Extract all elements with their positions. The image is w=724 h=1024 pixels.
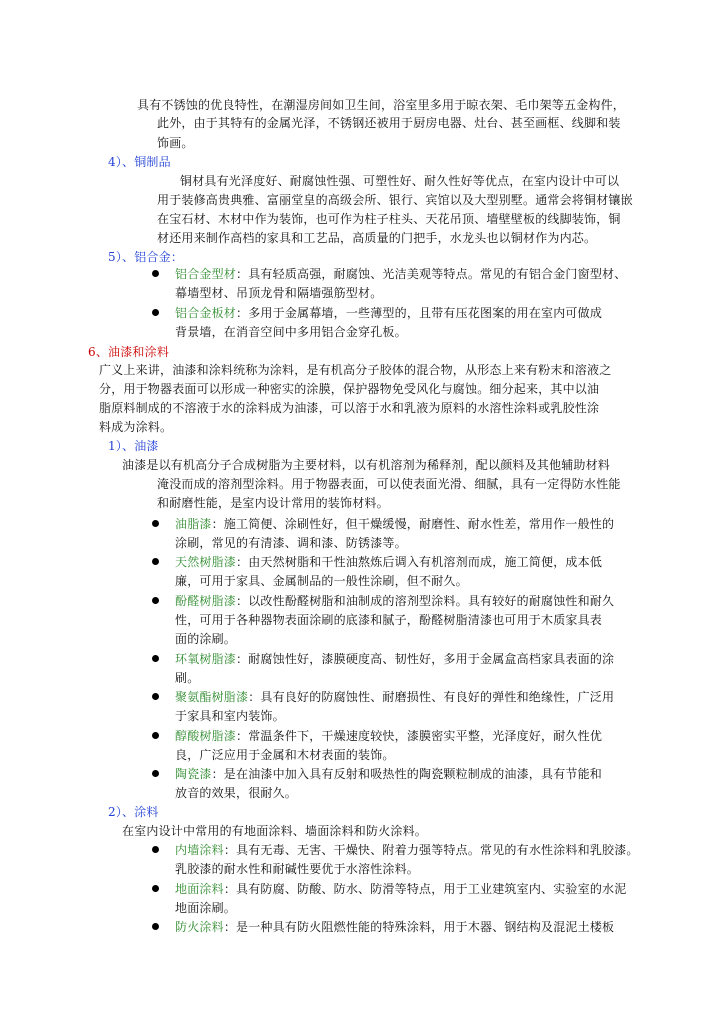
- paragraph-line: 具有不锈蚀的优良特性，在潮湿房间如卫生间，浴室里多用于晾衣架、毛巾架等五金构件，: [137, 98, 626, 112]
- term-desc: ：由天然树脂和干性油熬炼后调入有机溶剂而成，施工简便，成本低: [236, 555, 603, 569]
- term-label: 地面涂料: [175, 882, 224, 896]
- paragraph-line: 饰画。: [157, 136, 194, 150]
- term-desc: ：是一种具有防火阻燃性能的特殊涂料，用于木器、钢结构及混泥土楼板: [223, 920, 615, 934]
- subsection-heading-lacquer: 1）、油漆: [108, 439, 159, 453]
- term-label: 环氧树脂漆: [175, 652, 237, 666]
- term-desc: ：常温条件下，干燥速度较快，漆膜密实平整，光泽度好，耐久性优: [236, 729, 603, 743]
- list-item-cont: 于家具和室内装饰。: [175, 709, 285, 723]
- term-label: 油脂漆: [175, 517, 212, 531]
- list-item-cont: 幕墙型材、吊顶龙骨和隔墙强筋型材。: [175, 286, 383, 300]
- list-item: [175, 919, 614, 935]
- list-item-cont: 背景墙，在消音空间中多用铝合金穿孔板。: [175, 325, 407, 339]
- term-label: 聚氨酯树脂漆: [175, 690, 249, 704]
- section-heading-aluminum: 5）、铝合金：: [108, 250, 184, 264]
- paragraph-line: 此外，由于其特有的金属光泽，不锈钢还被用于厨房电器、灶台、甚至画框、线脚和装: [157, 116, 621, 130]
- list-item: [175, 728, 602, 744]
- paragraph-line: 油漆是以有机高分子合成树脂为主要材料，以有机溶剂为稀释剂，配以颜料及其他辅助材料: [122, 458, 611, 472]
- paragraph-line: 用于装修高贵典雅、富丽堂皇的高级会所、银行、宾馆以及大型别墅。通常会将铜材镶嵌: [157, 193, 633, 207]
- list-item: [175, 516, 614, 532]
- list-item-cont: 涂刷，常见的有清漆、调和漆、防锈漆等。: [175, 536, 407, 550]
- paragraph-line: 脂原料制成的不溶液于水的涂料成为油漆，可以溶于水和乳液为原料的水溶性涂料或乳胶性涂: [99, 401, 600, 415]
- list-item-cont: 面的涂刷。: [175, 632, 237, 646]
- term-label: 内墙涂料: [175, 843, 224, 857]
- bullet-icon: [152, 693, 159, 700]
- list-item-cont: 刷。: [175, 671, 200, 685]
- term-desc: ：具有无毒、无害、干燥快、附着力强等特点。常见的有水性涂料和乳胶漆。: [223, 843, 639, 857]
- paragraph-line: 广义上来讲，油漆和涂料统称为涂料，是有机高分子胶体的混合物，从形态上来有粉末和溶液之: [99, 363, 612, 377]
- term-label: 酚醛树脂漆: [175, 594, 237, 608]
- term-label: 铝合金板材: [175, 306, 237, 320]
- list-item: [175, 554, 602, 570]
- list-item: [175, 842, 639, 858]
- bullet-icon: [152, 770, 159, 777]
- list-item-cont: 良，广泛应用于金属和木材表面的装饰。: [175, 748, 395, 762]
- bullet-icon: [152, 270, 159, 277]
- term-label: 醇酸树脂漆: [175, 729, 237, 743]
- paragraph-line: 分，用于物器表面可以形成一种密实的涂膜，保护器物免受风化与腐蚀。细分起来，其中以油: [99, 382, 600, 396]
- bullet-icon: [152, 597, 159, 604]
- term-desc: ：具有防腐、防酸、防水、防滑等特点，用于工业建筑室内、实验室的水泥: [223, 882, 627, 896]
- list-item: [175, 593, 614, 609]
- list-item: [175, 651, 614, 667]
- bullet-icon: [152, 885, 159, 892]
- bullet-icon: [152, 309, 159, 316]
- bullet-icon: [152, 520, 159, 527]
- list-item-cont: 放音的效果，很耐久。: [175, 786, 298, 800]
- list-item: [175, 766, 602, 782]
- list-item-cont: 性，可用于各种器物表面涂刷的底漆和腻子，酚醛树脂清漆也可用于木质家具表: [175, 613, 603, 627]
- list-item-cont: 乳胶漆的耐水性和耐碱性要优于水溶性涂料。: [175, 862, 420, 876]
- bullet-icon: [152, 846, 159, 853]
- term-desc: ：施工简便、涂刷性好，但干燥缓慢，耐磨性、耐水性差，常用作一般性的: [211, 517, 615, 531]
- list-item: [175, 689, 614, 705]
- term-label: 天然树脂漆: [175, 555, 237, 569]
- bullet-icon: [152, 923, 159, 930]
- subsection-heading-coating: 2）、涂料: [108, 805, 159, 819]
- paragraph-line: 在宝石材、木材中作为装饰，也可作为柱子柱头、天花吊顶、墙壁壁板的线脚装饰，铜: [157, 212, 621, 226]
- paragraph-line: 料成为涂料。: [99, 420, 173, 434]
- term-desc: ：具有良好的防腐蚀性、耐磨损性、有良好的弹性和绝缘性，广泛用: [248, 690, 615, 704]
- paragraph-line: 铜材具有光泽度好、耐腐蚀性强、可塑性好、耐久性好等优点，在室内设计中可以: [180, 174, 620, 188]
- paragraph-line: 在室内设计中常用的有地面涂料、墙面涂料和防火涂料。: [122, 824, 428, 838]
- term-label: 铝合金型材: [175, 267, 237, 281]
- list-item: [175, 881, 626, 897]
- section-heading-paint: 6、油漆和涂料: [88, 345, 170, 359]
- term-desc: ：具有轻质高强，耐腐蚀、光洁美观等特点。常见的有铝合金门窗型材、: [236, 267, 627, 281]
- term-desc: ：以改性酚醛树脂和油制成的溶剂型涂料。具有较好的耐腐蚀性和耐久: [236, 594, 615, 608]
- term-desc: ：是在油漆中加入具有反射和吸热性的陶瓷颗粒制成的油漆，具有节能和: [211, 767, 603, 781]
- term-label: 陶瓷漆: [175, 767, 212, 781]
- list-item: [175, 305, 602, 321]
- paragraph-line: 和耐磨性能，是室内设计常用的装饰材料。: [157, 496, 389, 510]
- paragraph-line: 淹没而成的溶剂型涂料。用于物器表面，可以使表面光滑、细腻，具有一定得防水性能: [157, 477, 621, 491]
- bullet-icon: [152, 558, 159, 565]
- bullet-icon: [152, 655, 159, 662]
- paragraph-line: 材还用来制作高档的家具和工艺品，高质量的门把手，水龙头也以铜材作为内芯。: [157, 231, 597, 245]
- term-desc: ：多用于金属幕墙，一些薄型的，且带有压花图案的用在室内可做成: [236, 306, 603, 320]
- bullet-icon: [152, 732, 159, 739]
- term-desc: ：耐腐蚀性好，漆膜硬度高、韧性好，多用于金属盒高档家具表面的涂: [236, 652, 615, 666]
- list-item: [175, 266, 626, 282]
- list-item-cont: 地面涂刷。: [175, 901, 237, 915]
- list-item-cont: 廉，可用于家具、金属制品的一般性涂刷，但不耐久。: [175, 574, 468, 588]
- section-heading-copper: 4）、铜制品: [108, 155, 171, 169]
- term-label: 防火涂料: [175, 920, 224, 934]
